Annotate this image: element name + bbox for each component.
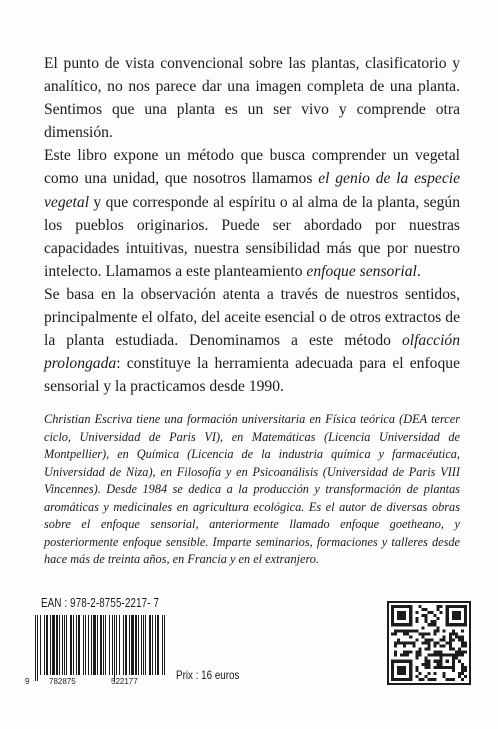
qr-code-icon [387,601,471,685]
blurb-p3-emphasis-olfaccion: olfacción prolongada [44,332,460,373]
blurb-text [44,52,460,398]
ean-label: EAN : 978-2-8755-2217- 7 [41,596,160,610]
barcode-icon [25,615,170,683]
blurb-p2-emphasis-genio: el genio de la especie vegetal [44,170,460,211]
blurb-p2-text-c: . [416,262,421,280]
blurb-p2-text-a: Este libro expone un método que busca comprender un vegetal como una unidad, que nosotros llamamos [44,147,460,188]
blurb-p3-text-a: Se basa en la observación atenta a través de nuestros sentidos, principalmente el olfato, del aceite esencial o de otros extractos de la planta estudiada. Denominamos a este método [44,285,460,350]
blurb-paragraph-1: El punto de vista convencional sobre las plantas, clasificatorio y analítico, no nos parece dar una imagen completa de una planta. Sentimos que una planta es un ser vivo y comprende otra dimensión. [44,55,460,142]
blurb-paragraph-3 [44,283,460,398]
blurb-paragraph-2 [44,144,460,283]
barcode [25,615,170,693]
price-label: Prix : 16 euros [176,668,240,682]
blurb-p2-text-b: y que corresponde al espíritu o al alma de la planta, según los pueblos originarios. Puede ser abordado por nuestras capacidades intuitivas, nuestra sensibilidad más que por nuestro intelecto. Llamamos a este planteamiento [44,193,460,280]
blurb-p3-text-b: : constituye la herramienta adecuada para el enfoque sensorial y la practicamos desde 1990. [44,355,460,396]
barcode-digits-left: 782875 [49,677,76,686]
author-bio: Christian Escriva tiene una formación universitaria en Física teórica (DEA tercer ciclo, Universidad de Paris VI), en Matemáticas (Licencia Universidad de Montpellier), en Química (Licencia de la industria química y farmacéutica, Universidad de Niza), en Filosofía y en Psicoanálisis (Universidad de Paris VIII Vincennes). Desde 1984 se dedica a la producción y transformación de plantas aromáticas y medicinales en agricultura ecológica. Es el autor de diversas obras sobre el enfoque sensorial, anteriormente llamado enfoque goetheano, y posteriormente enfoque sensible. Imparte seminarios, formaciones y talleres desde hace más de treinta años, en Francia y en el extranjero. [44,412,460,566]
blurb-p2-emphasis-enfoque: enfoque sensorial [306,262,417,280]
barcode-digit-first: 9 [25,677,30,686]
barcode-digits-right: 522177 [111,677,138,686]
